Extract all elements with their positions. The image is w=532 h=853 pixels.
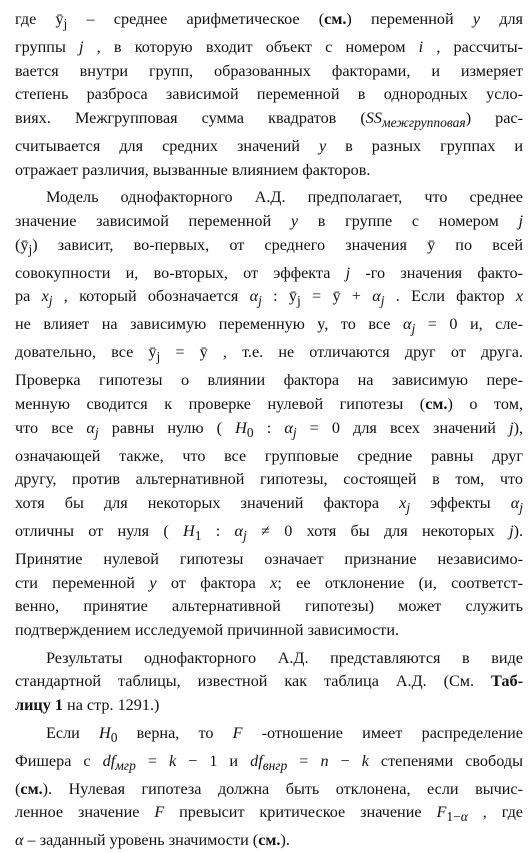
text-line: лицу 1 на стр. 1291.) [15,696,160,715]
text-line: Фишера с $df_{мгр} = k - 1$ и $df_{внгр} = n - k$ степенями свободы [15,751,523,773]
text-line: менную сводится к проверке нулевой гипотезы (см.) о том, [15,394,523,413]
document-body [15,8,523,853]
text-line: $(ȳ_j)$ зависит, во-первых, от среднего значения ȳ по всей [15,235,523,258]
text-line: α – заданный уровень значимости (см.). [15,831,290,850]
text-line: сти переменной y от фактора x; ее отклонение (и, соответст- [15,573,523,592]
text-line: считывается для средних значений y в разных группах и [15,136,523,155]
text-line: что все $\alpha_j$ равны нулю ( $H_0$ : $\alpha_j = 0$ для всех значений j), [15,418,523,440]
text-line: Проверка гипотезы о влиянии фактора на зависимую пере- [15,371,523,390]
text-line: означающей также, что все групповые средние равны друг [15,446,523,465]
text-line: ра $x_j$ , который обозначается $\alpha_j$ : $ȳ_j$ = ȳ + $\alpha_j$ . Если фактор x [15,287,523,309]
text-line: значение зависимой переменной y в группе с номером j [15,212,523,231]
text-line: Модель однофакторного А.Д. предполагает, что среднее [46,188,523,207]
text-line: совокупности и, во-вторых, от эффекта j -го значения факто- [15,263,523,282]
text-line: Если $H_0$ верна, то F -отношение имеет распределение [46,723,523,746]
text-line: довательно, все $ȳ_j$ = ȳ , т.е. не отличаются друг от друга. [15,343,523,365]
paragraph-fisher [15,722,523,853]
text-line: виях. Межгрупповая сумма квадратов $(SS_{межгрупповая})$ рас- [15,109,524,131]
text-line: вается внутри групп, образованных факторами, и измеряет [15,61,523,80]
text-line: отражает различия, вызванные влиянием факторов. [15,160,371,179]
paragraph-results [15,647,523,718]
text-line: где $ȳ_j$ – среднее арифметическое (см.) переменной y для [15,10,523,32]
text-line: (см.). Нулевая гипотеза должна быть отклонена, если вычис- [15,779,523,798]
text-line: хотя бы для некоторых значений фактора $x_j$ эффекты $\alpha_j$ [15,494,523,516]
text-line: стандартной таблицы, известной как таблица А.Д. (См. Таб- [15,672,523,691]
text-line: ленное значение F превысит критическое значение $F_{1-\alpha}$ , где [15,803,523,825]
text-line: подтверждением исследуемой причинной зависимости. [15,620,400,639]
text-line: Результаты однофакторного А.Д. представляются в виде [46,648,523,667]
text-line: другу, против альтернативной гипотезы, состоящей в том, что [15,470,523,489]
text-line: Принятие нулевой гипотезы означает признание независимо- [15,549,523,568]
text-line: группы j , в которую входит объект с номером i , рассчиты- [15,37,524,56]
text-line: не влияет на зависимую переменную y, то все $\alpha_j = 0$ и, сле- [15,315,523,337]
paragraph-intro [15,8,523,182]
text-line: венно, принятие альтернативной гипотезы) может служить [15,597,523,616]
paragraph-model [15,186,523,642]
text-line: степень разброса зависимой переменной в однородных усло- [15,85,523,104]
text-line: отличны от нуля ( $H_1$ : $\alpha_j \ne 0$ хотя бы для некоторых j). [15,521,523,544]
